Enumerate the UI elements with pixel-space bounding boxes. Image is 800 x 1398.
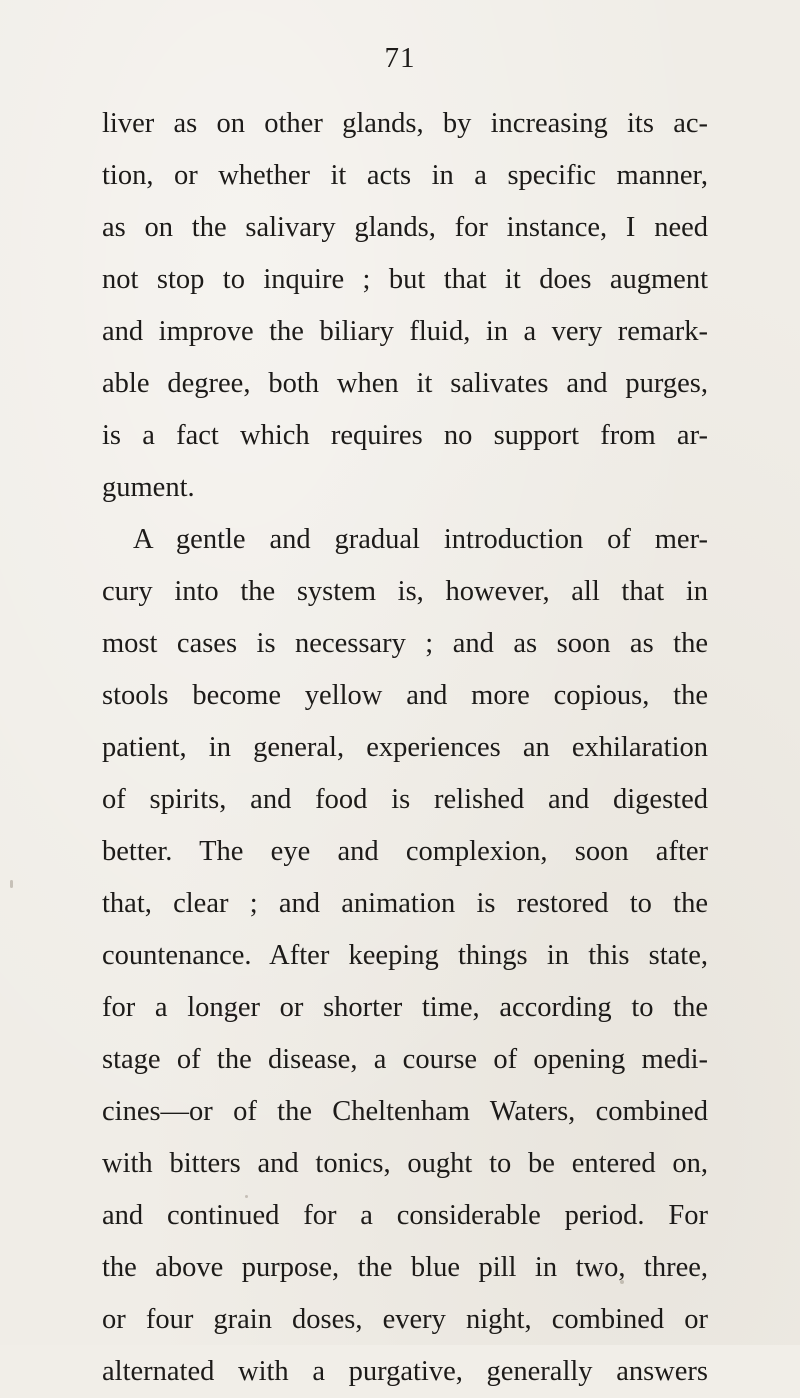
text-line: most cases is necessary ; and as soon as the (102, 628, 708, 659)
text-line: cury into the system is, however, all that in (102, 576, 708, 607)
text-line: not stop to inquire ; but that it does augment (102, 264, 708, 295)
text-line: cines—or of the Cheltenham Waters, combined (102, 1096, 708, 1127)
text-line: able degree, both when it salivates and purges, (102, 368, 708, 399)
text-line: stools become yellow and more copious, the (102, 680, 708, 711)
paper-speck (620, 1280, 624, 1284)
text-line: of spirits, and food is relished and digested (102, 784, 708, 815)
text-line: the above purpose, the blue pill in two, three, (102, 1252, 708, 1283)
text-line: that, clear ; and animation is restored to the (102, 888, 708, 919)
text-line: as on the salivary glands, for instance, I need (102, 212, 708, 243)
text-line: countenance. After keeping things in this state, (102, 940, 708, 971)
body-text (102, 98, 708, 1398)
text-line: or four grain doses, every night, combined or (102, 1304, 708, 1335)
text-line: stage of the disease, a course of opening medi- (102, 1044, 708, 1075)
paragraph-start-line: A gentle and gradual introduction of mer- (133, 524, 708, 555)
text-line: liver as on other glands, by increasing its ac- (102, 108, 708, 139)
text-line: with bitters and tonics, ought to be entered on, (102, 1148, 708, 1179)
text-line: for a longer or shorter time, according to the (102, 992, 708, 1023)
paper-speck (245, 1195, 248, 1198)
paper-speck (10, 880, 13, 888)
text-line: alternated with a purgative, generally answers (102, 1356, 708, 1387)
text-line: patient, in general, experiences an exhilaration (102, 732, 708, 763)
page-number: 71 (384, 42, 416, 74)
text-line: better. The eye and complexion, soon after (102, 836, 708, 867)
text-line: tion, or whether it acts in a specific manner, (102, 160, 708, 191)
text-line: is a fact which requires no support from ar- (102, 420, 708, 451)
text-line: gument. (102, 472, 195, 503)
text-line: and continued for a considerable period. For (102, 1200, 708, 1231)
text-line: and improve the biliary fluid, in a very remark- (102, 316, 708, 347)
